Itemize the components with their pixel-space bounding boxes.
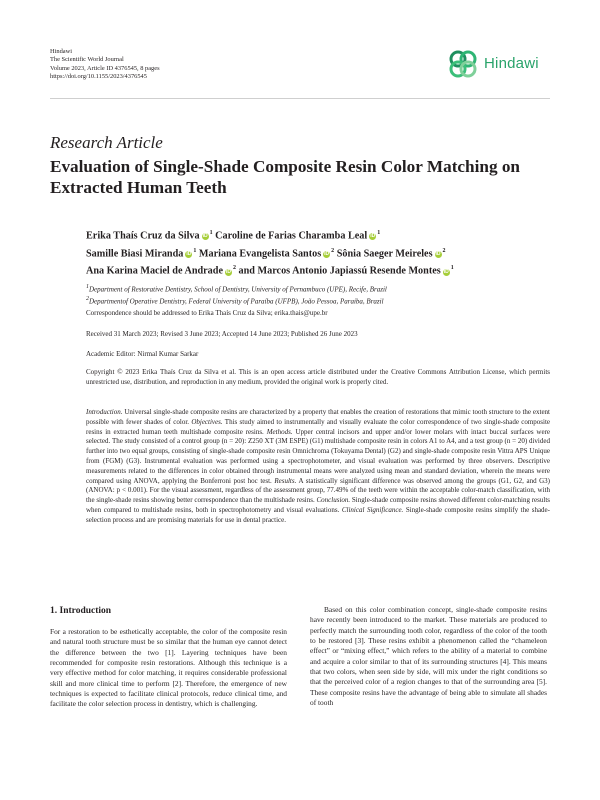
orcid-icon[interactable]: iD [435, 250, 441, 257]
abstract-objectives: This study aimed to instrumentally and visually evaluate the color correspondence of two single-shade composite resins in extracted human teeth multishade composite resins. [86, 417, 551, 436]
author-name: Sônia Saeger Meireles [336, 247, 433, 259]
author-affil: 2 [232, 265, 236, 272]
volume-line: Volume 2023, Article ID 4376545, 8 pages [50, 64, 160, 72]
body-column-right: Based on this color combination concept, single-shade composite resins have recently been introduced to the market. These materials are produced to perfectly match the surrounding tooth color, regardless of the color of the tooth to be restored [3]. These resins exhibit a phenomenon called the “chameleon effect” or “mixing effect,” which refers to the ability of a material to combine and acquire a color similar to that of its surrounding structures [4]. This means that two colors, when seen side by side, will mix under the right conditions so that the perceived color of a region changes to that of the surrounding area [5]. These composite resins have the advantage of being able to simulate all shades of tooth [310, 605, 547, 708]
author-name: Erika Thaís Cruz da Silva [86, 230, 200, 242]
author-affil: 2 [331, 247, 335, 254]
author-affil: 1 [377, 230, 381, 236]
header-divider [50, 98, 550, 99]
author-name: Mariana Evangelista Santos [198, 247, 322, 259]
author-name: Marcos Antonio Japiassú Resende Montes [257, 265, 441, 277]
abstract-introduction: Universal single-shade composite resins are characterized by a property that enables the creation of restorations that mimic tooth structure to the extent possible with fewer shades of color. [86, 408, 551, 426]
publisher-name: Hindawi [50, 48, 73, 55]
abstract [86, 408, 550, 526]
abstract-conclusion: Single-shade composite resins showed different color-matching results when compared to multishade resins, both in spectrophotometry and visual evaluations. [86, 496, 551, 514]
orcid-icon[interactable]: iD [225, 268, 231, 275]
journal-name: The Scientific World Journal [50, 56, 124, 64]
copyright-notice: Copyright © 2023 Erika Thaís Cruz da Silva et al. This is an open access article distributed under the Creative Commons Attribution License, which permits unrestricted use, distribution, and reproduction in any medium, provided the original work is properly cited. [86, 368, 550, 386]
author-list [86, 226, 556, 279]
abstract-label-conclusion: Conclusion. [316, 496, 351, 505]
orcid-icon[interactable]: iD [324, 250, 330, 257]
abstract-methods: Upper central incisors and upper and/or lower molars with intact buccal surfaces were selected. The study consisted of a control group (n = 20): Z250 XT (3M ESPE) (G1) multishade composite resin in colors A1 to A4, and a test group (n = 20) divided further into two equal groups, consisting of single-shade composite resin Omnichroma (Tokuyama Dental) (G2) and single-shade composite resin Vittra APS Unique from (FGM) (G3). Instrumental evaluation was performed using a spectrophotometer, and visual evaluation was performed by three observers. Descriptive measurements related to the differences in color obtained through instrumental means were analyzed using mean and standard deviation, wherein the means were compared using ANOVA, applying the Bonferroni post hoc test. [86, 427, 551, 485]
author-affil: 1 [209, 230, 213, 236]
orcid-icon[interactable]: iD [443, 268, 449, 275]
author-affil: 2 [442, 247, 446, 254]
orcid-icon[interactable]: iD [370, 233, 376, 240]
affiliation-item: $^2$Departmentof Operative Dentistry, Federal University of Paraíba (UFPB), João Pessoa, Paraíba, Brazil [86, 296, 384, 306]
academic-editor: Academic Editor: Nirmal Kumar Sarkar [86, 350, 199, 358]
section-heading: 1. Introduction [50, 606, 112, 616]
abstract-significance: Single-shade composite resins simplify the shade-selection process and are promising materials for use in dental practice. [86, 505, 550, 524]
body-column-left: For a restoration to be esthetically acceptable, the color of the composite resin and natural tooth structure must be so similar that the human eye cannot detect the difference between the two [1]. Layering techniques have been recommended for composite resin restorations. Although this technique is a very effective method for color matching, it requires considerable professional skill and more clinical time to perform [2]. Therefore, the emergence of new techniques is expected to facilitate clinical protocols, reduce clinical time, and facilitate the color selection process in dentistry, which is challenging. [50, 627, 287, 709]
author-name: Ana Karina Maciel de Andrade [86, 265, 223, 277]
orcid-icon[interactable]: iD [202, 233, 208, 240]
abstract-results: A statistically significant difference was observed among the groups (G1, G2, and G3) (ANOVA: p < 0.001). For the visual assessment, regardless of the assessment group, 77.49% of the teeth were within the acceptable color-match classification, with the single-shade resins showing better correspondence than the multishade resins. [86, 476, 550, 505]
journal-meta [50, 48, 160, 81]
abstract-label-results: Results. [274, 476, 297, 485]
author-name: Caroline de Farias Charamba Leal [215, 230, 368, 242]
doi-link[interactable]: https://doi.org/10.1155/2023/4376545 [50, 72, 147, 80]
article-title: Evaluation of Single-Shade Composite Resin Color Matching on Extracted Human Teeth [50, 157, 520, 197]
article-type: Research Article [50, 133, 163, 152]
affiliations [86, 282, 387, 307]
abstract-label-objectives: Objectives. [191, 417, 223, 426]
author-affil: 1 [450, 265, 454, 272]
abstract-label-significance: Clinical Significance. [341, 505, 404, 514]
hindawi-logo-text: Hindawi [484, 55, 539, 72]
author-name: Samille Biasi Miranda [86, 247, 184, 259]
orcid-icon[interactable]: iD [186, 250, 192, 257]
abstract-label-methods: Methods. [266, 427, 293, 436]
author-connector: and [238, 265, 255, 277]
publication-dates: Received 31 March 2023; Revised 3 June 2023; Accepted 14 June 2023; Published 26 June 2023 [86, 330, 358, 338]
abstract-label-introduction: Introduction. [86, 408, 123, 416]
affiliation-item: $^1$Department of Restorative Dentistry, School of Dentistry, University of Pernambuco (UPE), Recife, Brazil [86, 284, 387, 294]
correspondence: Correspondence should be addressed to Erika Thaís Cruz da Silva; erika.thais@upe.br [86, 309, 328, 317]
author-affil: 1 [193, 247, 197, 254]
